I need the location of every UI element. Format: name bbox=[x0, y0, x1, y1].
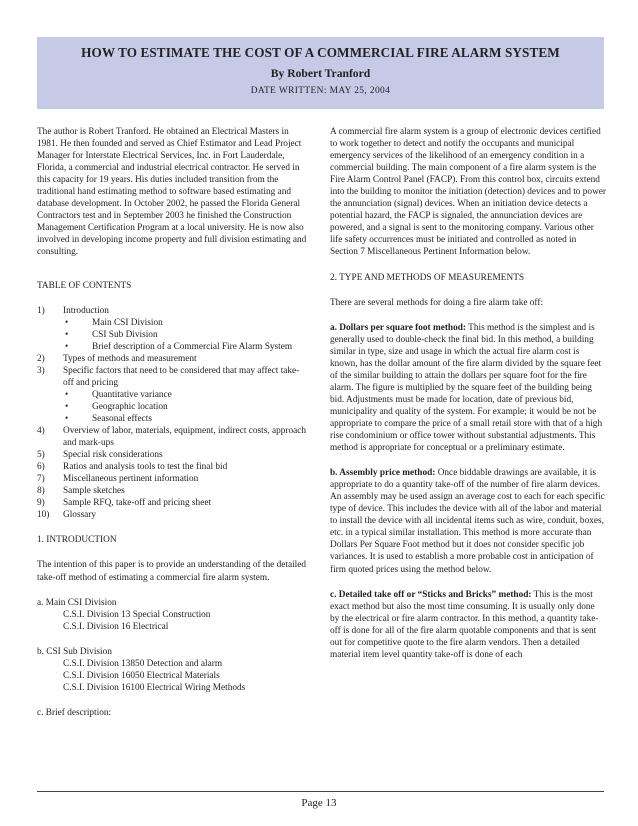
main-csi-line: C.S.I. Division 13 Special Construction bbox=[63, 609, 211, 620]
bullet-icon: • bbox=[65, 413, 69, 424]
left-column bbox=[37, 126, 309, 719]
csi-sub-line: C.S.I. Division 16050 Electrical Materials bbox=[63, 670, 220, 681]
toc-item bbox=[37, 473, 309, 485]
method-b-lead: b. Assembly price method: bbox=[330, 468, 436, 479]
toc-item-text: Types of methods and measurement bbox=[63, 353, 197, 364]
toc-item bbox=[37, 509, 309, 521]
toc-item-text: Miscellaneous pertinent information bbox=[63, 474, 199, 485]
right-column bbox=[330, 126, 606, 661]
footer-divider bbox=[37, 791, 604, 792]
author-bio: The author is Robert Tranford. He obtained an Electrical Masters in 1981. He then founded and served as Chief Estimator and Lead Project Manager for Interstate Electrical Services, Inc. in Fort Lauderdale, Florida, a commercial and industrial electrical contractor. He served in this capacity for 19 years. His duties included transition from the traditional hand estimating method to software based estimating and database development. In October 2002, he passed the Florida General Contractors test and in September 2003 he finished the Construction Management Certification Program at a local university. He is now also involved in developing income property and full division estimating and consulting. bbox=[37, 127, 307, 258]
system-overview-paragraph: A commercial fire alarm system is a group of electronic devices certified to work together to detect and notify the occupants and municipal emergency services of the likelihood of an emergency condition in a commercial building. The main component of a fire alarm system is the Fire Alarm Control Panel (FACP). From this control box, circuits extend into the building to monitor the initiation (detection) devices and to power the annunciation (signal) devices. When an initiation device detects a potential hazard, the FACP is signaled, the annunciation devices are powered, and a signal is sent to the monitoring company. Various other life safety occurrences must be initiated and controlled as noted in Section 7 Miscellaneous Pertinent Information below. bbox=[330, 127, 607, 258]
bullet-icon: • bbox=[65, 317, 69, 328]
toc-subitem bbox=[37, 413, 309, 425]
introduction-heading: 1. INTRODUCTION bbox=[37, 535, 117, 546]
method-b-text: Once biddable drawings are available, it is appropriate to do a quantity take-off of the number of fire alarm devices. An assembly may be used assign an average cost to each for each specific type of device. This includes the device with all of the labor and material to install the device with all incidental items such as wire, conduit, boxes, etc. in a typical similar installation. This method is more accurate than Dollars Per Square Foot method but it does not consider specific job variances. It is used to establish a more probable cost in anticipation of firm quoted prices using the method below. bbox=[330, 468, 605, 575]
document-author: By Robert Tranford bbox=[270, 67, 371, 80]
toc-item-number: 4) bbox=[37, 426, 45, 437]
brief-description-heading: c. Brief description: bbox=[37, 707, 112, 718]
toc-item-text: Introduction bbox=[63, 305, 109, 316]
toc-item bbox=[37, 461, 309, 473]
toc-item-text: Sample sketches bbox=[63, 486, 125, 497]
toc-item-text: Specific factors that need to be considered that may affect take-off and pricing bbox=[63, 365, 300, 388]
toc-item bbox=[37, 425, 309, 449]
toc-subitem bbox=[37, 317, 309, 329]
toc-subitem-text: Brief description of a Commercial Fire Alarm System bbox=[92, 341, 293, 352]
toc-item-text: Glossary bbox=[63, 510, 97, 521]
table-of-contents bbox=[37, 305, 309, 522]
main-csi-line: C.S.I. Division 16 Electrical bbox=[63, 621, 169, 632]
toc-item-text: Sample RFQ, take-off and pricing sheet bbox=[63, 498, 212, 509]
section-2-heading: 2. TYPE AND METHODS OF MEASUREMENTS bbox=[330, 272, 525, 283]
toc-subitem-text: CSI Sub Division bbox=[92, 329, 158, 340]
toc-subitem-text: Geographic location bbox=[92, 401, 168, 412]
method-a-paragraph bbox=[330, 322, 606, 455]
toc-subitem-text: Seasonal effects bbox=[92, 413, 152, 424]
document-header bbox=[37, 37, 604, 109]
method-b-paragraph bbox=[330, 467, 606, 575]
toc-item bbox=[37, 497, 309, 509]
csi-sub-line: C.S.I. Division 16100 Electrical Wiring Methods bbox=[63, 682, 246, 693]
document-title: HOW TO ESTIMATE THE COST OF A COMMERCIAL FIRE ALARM SYSTEM bbox=[81, 45, 560, 60]
bullet-icon: • bbox=[65, 389, 69, 400]
toc-item-number: 6) bbox=[37, 462, 45, 473]
toc-subitem bbox=[37, 341, 309, 353]
page-number: Page 13 bbox=[301, 797, 337, 809]
toc-item-number: 5) bbox=[37, 450, 45, 461]
toc-item-number: 7) bbox=[37, 474, 45, 485]
toc-item-text: Special risk considerations bbox=[63, 450, 163, 461]
toc-item bbox=[37, 485, 309, 497]
section-2-intro: There are several methods for doing a fire alarm take off: bbox=[330, 297, 544, 308]
toc-subitem-text: Main CSI Division bbox=[92, 317, 163, 328]
toc-item bbox=[37, 449, 309, 461]
toc-item-number: 3) bbox=[37, 365, 45, 376]
toc-subitem bbox=[37, 329, 309, 341]
csi-sub-division-heading: b. CSI Sub Division bbox=[37, 646, 112, 657]
toc-item-number: 9) bbox=[37, 498, 45, 509]
toc-item-text: Ratios and analysis tools to test the final bid bbox=[63, 462, 228, 473]
toc-item bbox=[37, 365, 309, 389]
method-c-lead: c. Detailed take off or “Sticks and Bricks” method: bbox=[330, 589, 532, 600]
csi-sub-line: C.S.I. Division 13850 Detection and alarm bbox=[63, 658, 223, 669]
method-c-paragraph bbox=[330, 589, 606, 661]
main-csi-division-heading: a. Main CSI Division bbox=[37, 597, 117, 608]
toc-item-number: 2) bbox=[37, 353, 45, 364]
toc-item-number: 1) bbox=[37, 305, 45, 316]
method-a-lead: a. Dollars per square foot method: bbox=[330, 322, 467, 333]
toc-item-number: 10) bbox=[37, 510, 50, 521]
toc-subitem bbox=[37, 389, 309, 401]
toc-item bbox=[37, 353, 309, 365]
method-c-text: This is the most exact method but also the most time consuming. It is usually only done by the electrical or fire alarm contractor. In this method, a quantity take-off is done for all of the fire alarm quotable components and that is sent out for competitive quote to the fire alarm vendors. Then a detailed material item level quantity take-off is done of each bbox=[330, 589, 599, 660]
date-written: DATE WRITTEN: MAY 25, 2004 bbox=[250, 86, 391, 96]
toc-item bbox=[37, 305, 309, 317]
toc-item-text: Overview of labor, materials, equipment, indirect costs, approach and mark-ups bbox=[63, 426, 307, 449]
toc-subitem bbox=[37, 401, 309, 413]
toc-item-number: 8) bbox=[37, 486, 45, 497]
bullet-icon: • bbox=[65, 401, 69, 412]
bullet-icon: • bbox=[65, 329, 69, 340]
toc-heading: TABLE OF CONTENTS bbox=[37, 280, 132, 291]
method-a-text: This method is the simplest and is generally used to double-check the final bid. In this method, a building similar in type, size and usage in which the actual fire alarm cost is known, has the dollar amount of the fire alarm divided by the square feet of the similar building to attain the dollars per square foot for the fire alarm. The figure is multiplied by the square feet of the building being bid. Adjustments must be made for location, date of previous bid, municipality and quality of the system. For example; it would be not be appropriate to compare the price of a small retail store with that of a high rise condominium or office tower without substantial adjustments. This method is appropriate for conceptual or a preliminary estimate. bbox=[330, 322, 603, 454]
bullet-icon: • bbox=[65, 341, 69, 352]
introduction-text: The intention of this paper is to provide an understanding of the detailed take-off method of estimating a commercial fire alarm system. bbox=[37, 560, 307, 583]
toc-subitem-text: Quantitative variance bbox=[92, 389, 172, 400]
